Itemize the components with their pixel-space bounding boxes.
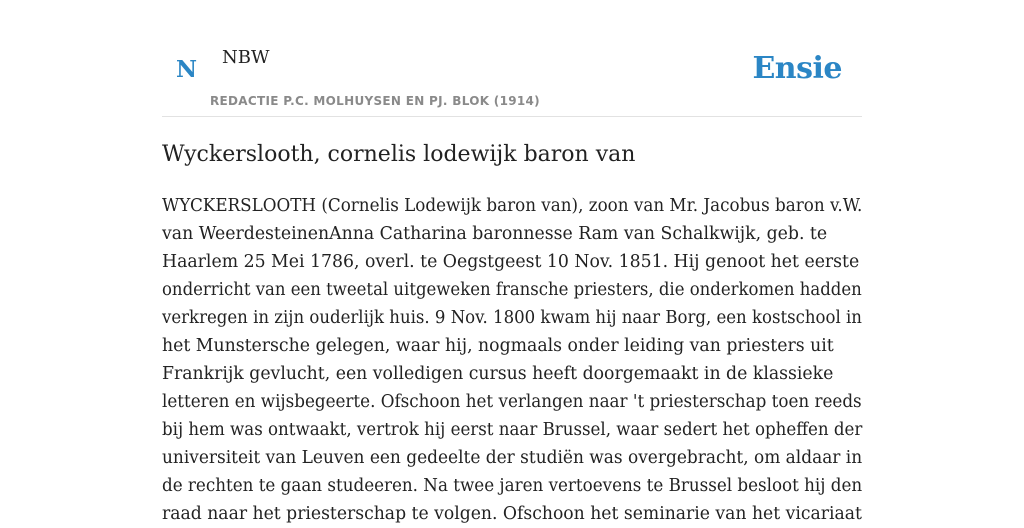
source-logo[interactable]: N — [176, 56, 198, 83]
brand-logo[interactable]: Ensie — [752, 51, 842, 86]
article-line: bij hem was ontwaakt, vertrok hij eerst naar Brussel, waar sedert het opheffen der — [162, 420, 863, 440]
article-line: het Munstersche gelegen, waar hij, nogmaals onder leiding van priesters uit — [162, 336, 834, 356]
article-line: Haarlem 25 Mei 1786, overl. te Oegstgeest 10 Nov. 1851. Hij genoot het eerste — [162, 252, 860, 272]
article-line: universiteit van Leuven een gedeelte der studiën was overgebracht, om aldaar in — [162, 448, 863, 468]
article-title: Wyckerslooth, cornelis lodewijk baron van — [162, 142, 636, 167]
article-line: verkregen in zijn ouderlijk huis. 9 Nov. 1800 kwam hij naar Borg, een kostschool in — [162, 308, 862, 328]
article-line: Frankrijk gevlucht, een volledigen cursus heeft doorgemaakt in de klassieke — [162, 364, 834, 384]
source-name[interactable]: NBW — [222, 47, 270, 68]
source-editors: REDACTIE P.C. MOLHUYSEN EN PJ. BLOK (1914) — [210, 94, 540, 108]
article-line: onderricht van een tweetal uitgeweken fransche priesters, die onderkomen hadden — [162, 280, 862, 300]
article-line: WYCKERSLOOTH (Cornelis Lodewijk baron van), zoon van Mr. Jacobus baron v.W. — [162, 196, 863, 216]
article-line: van WeerdesteinenAnna Catharina baronnesse Ram van Schalkwijk, geb. te — [162, 224, 828, 244]
article-line: raad naar het priesterschap te volgen. Ofschoon het seminarie van het vicariaat — [162, 504, 862, 524]
article-line: de rechten te gaan studeeren. Na twee jaren vertoevens te Brussel besloot hij den — [162, 476, 863, 496]
article-body — [162, 192, 862, 528]
site-header — [162, 0, 862, 117]
article-line: letteren en wijsbegeerte. Ofschoon het verlangen naar 't priesterschap toen reeds — [162, 392, 862, 412]
page — [162, 0, 863, 524]
